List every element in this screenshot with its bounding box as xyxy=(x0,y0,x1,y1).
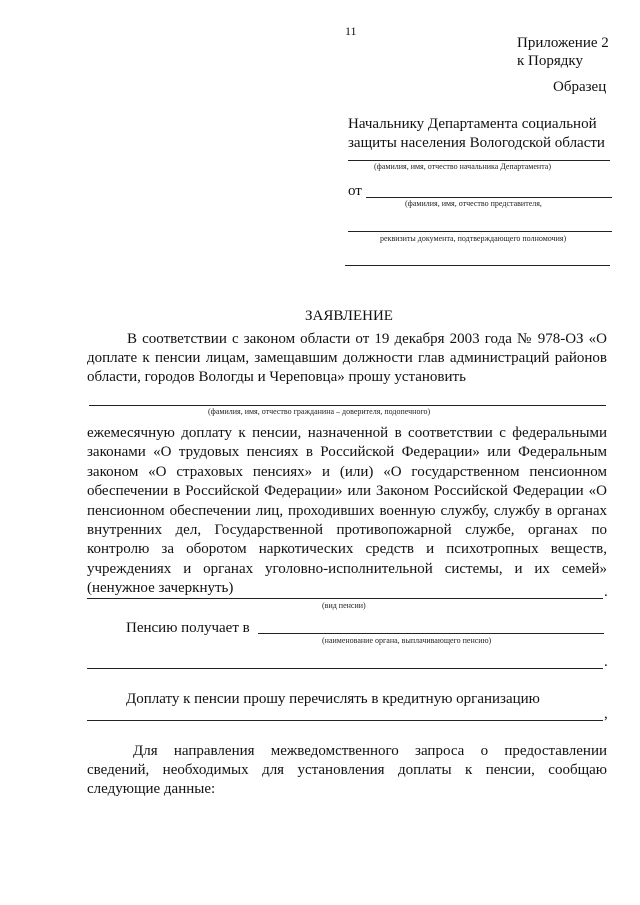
interagency-line-1: Для направления межведомственного запроса о предоставлении xyxy=(133,743,607,759)
pension-receiver-field-2[interactable] xyxy=(87,668,603,669)
representative-document-field[interactable] xyxy=(348,231,612,232)
pension-type-field[interactable] xyxy=(87,598,603,599)
addressee-line-1: Начальнику Департамента социальной xyxy=(348,116,597,132)
intro-paragraph-cont xyxy=(87,349,607,388)
intro-line-1: В соответствии с законом области от 19 декабря 2003 года № 978-ОЗ «О xyxy=(127,331,607,347)
document-title: ЗАЯВЛЕНИЕ xyxy=(305,308,393,324)
pension-type-end-mark: . xyxy=(604,584,608,600)
pension-receiver-end-mark: . xyxy=(604,654,608,670)
from-label: от xyxy=(348,183,362,199)
sample-label: Образец xyxy=(553,79,607,95)
appendix-label: Приложение 2 xyxy=(517,35,609,51)
pension-receiver-label: Пенсию получает в xyxy=(126,620,250,636)
transfer-end-mark: , xyxy=(604,706,608,722)
body-line-3: законом «О страховых пенсиях» и (или) «О государственном пенсионном xyxy=(87,463,607,480)
interagency-line-3: следующие данные: xyxy=(87,781,216,798)
head-name-hint: (фамилия, имя, отчество начальника Департамента) xyxy=(374,162,552,171)
body-line-9: (ненужное зачеркнуть) xyxy=(87,580,234,597)
credit-organization-field[interactable] xyxy=(87,720,603,721)
interagency-paragraph-cont xyxy=(87,761,607,800)
page-number: 11 xyxy=(345,24,357,38)
body-line-6: внутренних дел, Государственной противопожарной службе, органах по xyxy=(87,522,607,539)
addressee-line-2: защиты населения Вологодской области xyxy=(348,135,605,151)
interagency-line-2: сведений, необходимых для установления доплаты к пенсии, сообщаю xyxy=(87,762,607,778)
body-line-4: обеспечении в Российской Федерации» или Законом Российской Федерации «О xyxy=(87,483,607,500)
body-line-7: контролю за оборотом наркотических средств и психотропных веществ, xyxy=(87,541,607,558)
body-line-5: пенсионном обеспечении лиц, проходивших военную службу, службу в органах xyxy=(87,502,607,519)
appendix-reference: к Порядку xyxy=(517,53,583,69)
body-line-2: законами «О трудовых пенсиях в Российской Федерации» или Федеральным xyxy=(87,444,607,461)
body-paragraph xyxy=(87,424,607,599)
representative-name-hint: (фамилия, имя, отчество представителя, xyxy=(405,199,542,208)
representative-document-hint: реквизиты документа, подтверждающего полномочия) xyxy=(380,234,567,243)
pension-receiver-field[interactable] xyxy=(258,633,604,634)
interagency-paragraph xyxy=(133,742,607,761)
pension-receiver-hint: (наименование органа, выплачивающего пенсию) xyxy=(322,636,492,645)
head-name-field[interactable] xyxy=(348,160,610,161)
representative-name-field[interactable] xyxy=(366,197,612,198)
representative-document-field-2[interactable] xyxy=(345,265,610,266)
body-line-1: ежемесячную доплату к пенсии, назначенной в соответствии с федеральными xyxy=(87,425,607,441)
intro-line-3: области, городов Вологды и Череповца» прошу установить xyxy=(87,369,466,386)
intro-paragraph xyxy=(127,330,607,349)
body-line-8: учреждениях и органах уголовно-исполнительной системы, и их семей» xyxy=(87,560,607,577)
person-name-field[interactable] xyxy=(89,405,606,406)
intro-line-2: доплате к пенсии лицам, замещавшим должности глав администраций районов xyxy=(87,350,607,366)
pension-type-hint: (вид пенсии) xyxy=(322,601,366,610)
person-name-hint: (фамилия, имя, отчество гражданина – доверителя, подопечного) xyxy=(208,407,431,416)
transfer-label: Доплату к пенсии прошу перечислять в кредитную организацию xyxy=(126,691,540,707)
